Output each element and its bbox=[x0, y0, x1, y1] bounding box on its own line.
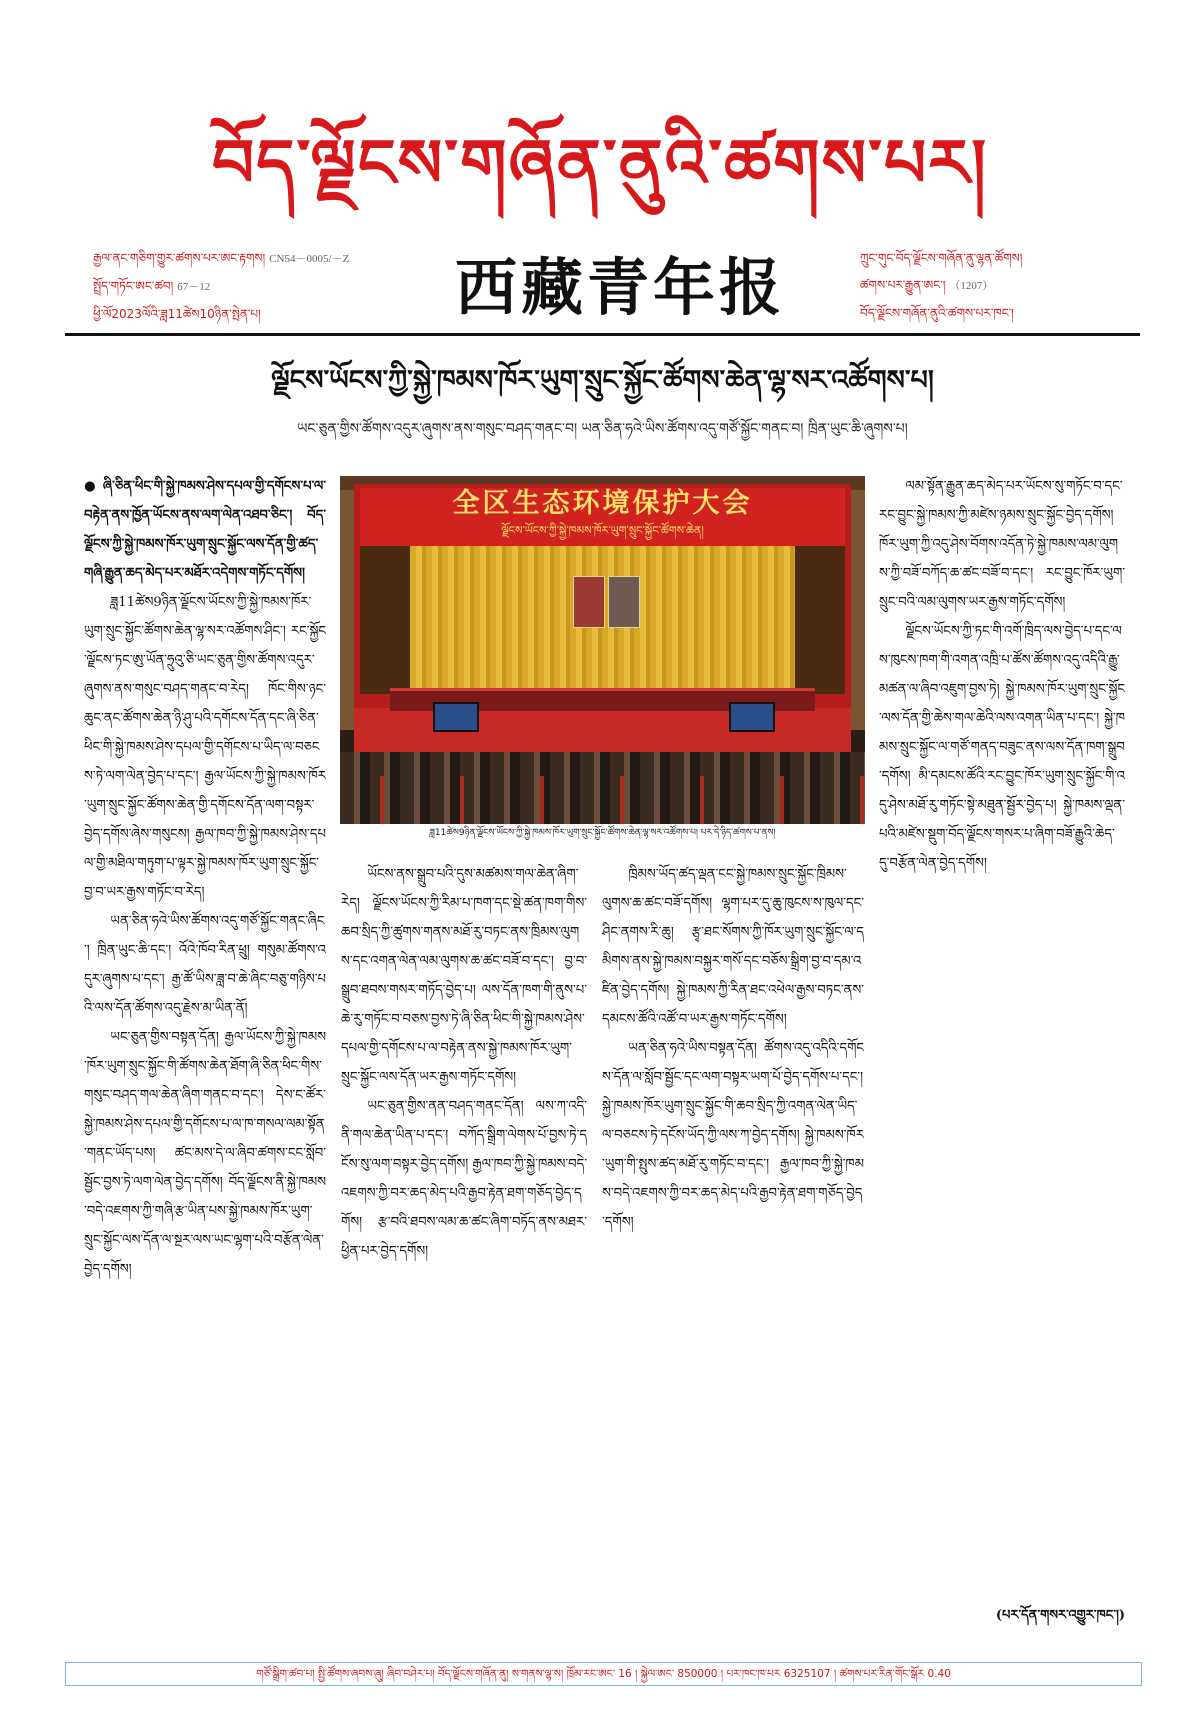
article-column-2 bbox=[341, 860, 587, 1624]
article-paragraph: ཡོངས་ནས་སྒྲུབ་པའི་དུས་མཚམས་གལ་ཆེན་ཞིག་རེད། ལྗོངས་ཡོངས་ཀྱི་རིམ་པ་ཁག་དང་སྡེ་ཚན་ཁག་གིས་ཆབ་སྲིད་ཀྱི་ཚུགས་གནས་མཐོ་རུ་བཏང་ནས་ཁྲིམས་ལུགས་དང་འགན་ལེན་ལམ་ལུགས་ཆ་ཚང་བཟོ་བ་དང་། བྱ་བ་སྒྲུབ་ཐབས་གསར་གཏོད་བྱེད་པ། ལས་དོན་ཁག་གི་ནུས་པ་ཆེ་རུ་གཏོང་བ་བཅས་བྱས་ཏེ་ཞི་ཅིན་ཕིང་གི་སྐྱེ་ཁམས་ཤེས་དཔལ་གྱི་དགོངས་པ་ལ་བརྟེན་ནས་སྐྱེ་ཁམས་ཁོར་ཡུག་སྲུང་སྐྱོང་ལས་དོན་ཡར་རྒྱས་གཏོང་དགོས། bbox=[341, 867, 587, 1085]
masthead bbox=[0, 0, 1202, 335]
chinese-masthead-title: 西藏青年报 bbox=[454, 251, 785, 324]
portrait-image bbox=[573, 576, 605, 628]
article-paragraph: ལྗོངས་ཡོངས་ཀྱི་ཏང་གི་འགོ་ཁྲིད་ལས་བྱེད་པ་དང་ལས་ཁུངས་ཁག་གི་འགན་འཁྲི་པ་ཚོས་ཚོགས་འདུ་འདིའི་རྒྱུ་མཚན་ལ་ཞིབ་འཇུག་བྱས་ཏེ། སྐྱེ་ཁམས་ཁོར་ཡུག་སྲུང་སྐྱོང་ལས་དོན་གྱི་ཆེས་གལ་ཆེའི་ལས་འགན་ཡིན་པ་དང་། སྐྱེ་ཁམས་སྲུང་སྐྱོང་ལ་གཙོ་གནད་བཟུང་ནས་ལས་དོན་ཁག་སྒྲུབ་དགོས། མི་དམངས་ཚོའི་རང་བྱུང་ཁོར་ཡུག་སྲུང་སྐྱོང་གི་འདུ་ཤེས་མཐོ་རུ་གཏོང་སྟེ་མཐུན་སྦྱོར་བྱེད་པ། སྐྱེ་ཁམས་ལྡན་པའི་མཛེས་སྡུག་བོད་ལྗོངས་གསར་པ་ཞིག་བཟོ་རྒྱུའི་ཆེད་དུ་བརྩོན་ལེན་བྱེད་དགོས། bbox=[879, 624, 1125, 871]
issue-number: ཚགས་པར་རྒྱུན་ཨང་། （1207） bbox=[860, 278, 994, 292]
banner-chinese-text: 全区生态环境保护大会 bbox=[452, 488, 753, 519]
article-column-3 bbox=[602, 860, 864, 1624]
display-screen bbox=[433, 702, 479, 732]
article-paragraph: ཡང་ཅུན་གྱིས་བསྟན་དོན། རྒྱལ་ཡོངས་ཀྱི་སྐྱེ་ཁམས་ཁོར་ཡུག་སྲུང་སྐྱོང་གི་ཚོགས་ཆེན་ཐོག་ཞི་ཅིན་ཕིང་གིས་གསུང་བཤད་གལ་ཆེན་ཞིག་གནང་བ་དང་། དེས་ང་ཚོར་སྐྱེ་ཁམས་ཤེས་དཔལ་གྱི་དགོངས་པ་ལ་ཁ་གསལ་ལམ་སྟོན་གནང་ཡོད་པས། ཚང་མས་དེ་ལ་ཞིབ་ཚགས་ངང་སློབ་སྦྱོང་བྱས་ཏེ་ལག་ལེན་བྱེད་དགོས། བོད་ལྗོངས་ནི་སྐྱེ་ཁམས་བདེ་འཇགས་ཀྱི་གཞི་རྩ་ཡིན་པས་སྐྱེ་ཁམས་ཁོར་ཡུག་སྲུང་སྐྱོང་ལས་དོན་ལ་སྔར་ལས་ཡང་ལྷག་པའི་བརྩོན་ལེན་བྱེད་དགོས། bbox=[84, 1030, 326, 1277]
conference-photo bbox=[340, 476, 865, 842]
stage-banner bbox=[360, 488, 845, 546]
article-paragraph: ལམ་སྟོན་རྒྱུན་ཆད་མེད་པར་ཡོངས་སུ་གཏོང་བ་དང་རང་བྱུང་སྐྱེ་ཁམས་ཀྱི་མཛེས་ཉམས་སྲུང་སྐྱོང་བྱེད་དགོས། ཁོར་ཡུག་ཀྱི་འདུ་ཤེས་བོགས་འདོན་ཏེ་སྐྱེ་ཁམས་ལམ་ལུགས་ཀྱི་བཟོ་བཀོད་ཆ་ཚང་བཟོ་བ་དང་། རང་བྱུང་ཁོར་ཡུག་སྲུང་བའི་ལམ་ལུགས་ཡར་རྒྱས་གཏོང་དགོས། bbox=[879, 479, 1125, 610]
publication-registration: རྒྱལ་ནང་གཅིག་གྱུར་ཚགས་པར་ཨང་རྟགས། CN54－0005/－Z bbox=[93, 251, 350, 265]
portrait-image bbox=[608, 576, 640, 628]
banner-tibetan-text: ལྗོངས་ཡོངས་ཀྱི་སྐྱེ་ཁམས་ཁོར་ཡུག་སྲུང་སྐྱོང་ཚོགས་ཆེན། bbox=[501, 524, 704, 537]
tibetan-masthead-title: བོད་ལྗོངས་གཞོན་ནུའི་ཚགས་པར། bbox=[211, 124, 989, 202]
article-paragraph: ཁྲིམས་ཡོད་ཚད་ལྡན་ངང་སྐྱེ་ཁམས་སྲུང་སྐྱོང་ཁྲིམས་ལུགས་ཆ་ཚང་བཟོ་དགོས། ལྷག་པར་དུ་ཆུ་ཁུངས་ས་ཁུལ་དང་ཤིང་ནགས་རི་ཆུ། རྩྭ་ཐང་སོགས་ཀྱི་ཁོར་ཡུག་སྲུང་སྐྱོང་ལ་དམིགས་ནས་སྐྱེ་ཁམས་བསྐྱར་གསོ་དང་བཅོས་སྒྲིག་བྱ་བ་དམ་འཛིན་བྱེད་དགོས། སྐྱེ་ཁམས་ཀྱི་རིན་ཐང་འཕེལ་རྒྱས་བཏང་ནས་དམངས་ཚོའི་འཚོ་བ་ཡར་རྒྱས་གཏོང་དགོས། bbox=[602, 867, 864, 1027]
distribution-code: སྤྲོད་གཏོང་ཨང་ཚབ། 67－12 bbox=[93, 279, 211, 293]
footer-publication-info: གཙོ་སྒྲིག་ཚབ་པ། སྤྱི་ཚོགས་ཞབས་ཞུ། ཞིབ་བཤེར་པ། བོད་ལྗོངས་གཞོན་ནུ། ས་གནས་ལྷ་ས། ཁྲོམ་རང་ཨང་ 16 ། སྐྱེལ་ཨང་ 850000 ། པར་ཁང་ཁ་པར 6325107 ། ཚགས་པར་རིན་གོང་སྒོར 0.40 bbox=[65, 1662, 1142, 1686]
article-paragraph: ཡང་ཅུན་གྱིས་ནན་བཤད་གནང་དོན། ལས་ཀ་འདི་ནི་གལ་ཆེན་ཡིན་པ་དང་། བཀོད་སྒྲིག་ལེགས་པོ་བྱས་ཏེ་དངོས་སུ་ལག་བསྟར་བྱེད་དགོས། རྒྱལ་ཁབ་ཀྱི་སྐྱེ་ཁམས་བདེ་འཇགས་ཀྱི་བར་ཆད་མེད་པའི་རྒྱབ་རྟེན་ཐག་གཅོད་བྱེད་དགོས། རྩ་བའི་ཐབས་ལམ་ཆ་ཚང་ཞིག་བཏོད་ནས་མཐར་ཕྱིན་པར་བྱེད་དགོས། bbox=[341, 1099, 587, 1259]
masthead-divider bbox=[65, 333, 1140, 336]
newspaper-office: བོད་ལྗོངས་གཞོན་ནུའི་ཚགས་པར་ཁང་། bbox=[860, 306, 1014, 320]
display-screen bbox=[729, 702, 775, 732]
article-headline: ལྗོངས་ཡོངས་ཀྱི་སྐྱེ་ཁམས་ཁོར་ཡུག་སྲུང་སྐྱོང་ཚོགས་ཆེན་ལྷ་སར་འཚོགས་པ། bbox=[271, 365, 934, 396]
article-paragraph: ཡན་ཅིན་ཧའེ་ཡིས་བསྟན་དོན། ཚོགས་འདུ་འདིའི་དགོངས་དོན་ལ་སློབ་སྦྱོང་དང་ལག་བསྟར་ཡག་པོ་བྱེད་དགོས་པ་དང་། སྐྱེ་ཁམས་ཁོར་ཡུག་སྲུང་སྐྱོང་གི་ཆབ་སྲིད་ཀྱི་འགན་ལེན་ཡིད་ལ་བཅངས་ཏེ་དངོས་ཡོད་ཀྱི་ལས་ཀ་བྱེད་དགོས། སྐྱེ་ཁམས་ཁོར་ཡུག་གི་སྤུས་ཚད་མཐོ་རུ་གཏོང་བ་དང་། རྒྱལ་ཁབ་ཀྱི་སྐྱེ་ཁམས་བདེ་འཇགས་ཀྱི་བར་ཆད་མེད་པའི་རྒྱབ་རྟེན་ཐག་གཅོད་བྱེད་དགོས། bbox=[602, 1041, 864, 1230]
article-paragraph: ཡན་ཅིན་ཧའེ་ཡིས་ཚོགས་འདུ་གཙོ་སྐྱོང་གནང་ཞིང་། ཁྲིན་ཡུང་ཆི་དང་། འོའེ་ཁོབ་རིན་ཕྲུ། གསུམ་ཚོགས་འདུར་ཞུགས་པ་དང་། རྒྱ་ཚོ་ཡིས་ཟླ་བ་ཆེ་ཞིང་བཅུ་གཉིས་པའི་ལས་དོན་ཚོགས་འདུ་རྗེས་མ་ཡིན་ནོ། bbox=[84, 914, 326, 1016]
article-column-1 bbox=[84, 472, 326, 1624]
article-byline: (པར་དོན་གསར་འགྱུར་ཁང་།) bbox=[995, 1608, 1125, 1623]
photo-caption: ཟླ11ཚེས9ཉིན་ལྗོངས་ཡོངས་ཀྱི་སྐྱེ་ཁམས་ཁོར་ཡུག་སྲུང་སྐྱོང་ཚོགས་ཆེན་ལྷ་སར་འཚོགས་པ། པར་དེ་ཉིད་ཚགས་པ་ནས། bbox=[340, 824, 865, 842]
publisher-org: ཀྲུང་གུང་བོད་ལྗོངས་གཞོན་ནུ་ལྷན་ཚོགས། bbox=[860, 251, 1023, 265]
article-column-4 bbox=[879, 472, 1125, 1602]
masthead-right-info bbox=[860, 245, 1120, 327]
issue-date: ཕྱི་ལོ2023ལོའི་ཟླ11ཚེས10ཉིན་སྤེན་པ། bbox=[93, 307, 261, 321]
article-lead: ● ཞི་ཅིན་ཕིང་གི་སྐྱེ་ཁམས་ཤེས་དཔལ་གྱི་དགོངས་པ་ལ་བརྟེན་ནས་ཁྱོན་ཡོངས་ནས་ལག་ལེན་འཐབ་ཅིང་། བོད་ལྗོངས་ཀྱི་སྐྱེ་ཁམས་ཁོར་ཡུག་སྲུང་སྐྱོང་ལས་དོན་གྱི་ཚད་གཞི་རྒྱུན་ཆད་མེད་པར་མཐོར་འདེགས་གཏོང་དགོས། bbox=[84, 479, 326, 581]
article-paragraph: ཟླ11ཚེས9ཉིན་ལྗོངས་ཡོངས་ཀྱི་སྐྱེ་ཁམས་ཁོར་ཡུག་སྲུང་སྐྱོང་ཚོགས་ཆེན་ལྷ་སར་འཚོགས་ཤིང་། རང་སྐྱོང་ལྗོངས་ཏང་ཨུ་ཡོན་ཧྲུའུ་ཅི་ཡང་ཅུན་གྱིས་ཚོགས་འདུར་ཞུགས་ནས་གསུང་བཤད་གནང་བ་རེད། ཁོང་གིས་ཉང་ཆུང་ནང་ཚོགས་ཆེན་ཉི་ཤུ་པའི་དགོངས་དོན་དང་ཞི་ཅིན་ཕིང་གི་སྐྱེ་ཁམས་ཤེས་དཔལ་གྱི་དགོངས་པ་ཡིད་ལ་བཅངས་ཏེ་ལག་ལེན་བྱེད་པ་དང་། རྒྱལ་ཡོངས་ཀྱི་སྐྱེ་ཁམས་ཁོར་ཡུག་སྲུང་སྐྱོང་ཚོགས་ཆེན་གྱི་དགོངས་དོན་ལག་བསྟར་བྱེད་དགོས་ཞེས་གསུངས། རྒྱལ་ཁབ་ཀྱི་སྐྱེ་ཁམས་ཤེས་དཔལ་གྱི་མཐིལ་གཏུག་པ་ལྟར་སྐྱེ་ཁམས་ཁོར་ཡུག་སྲུང་སྐྱོང་བྱ་བ་ཡར་རྒྱས་གཏོང་བ་རེད། bbox=[84, 595, 326, 900]
article-subheadline: ཡང་ཅུན་གྱིས་ཚོགས་འདུར་ཞུགས་ནས་གསུང་བཤད་གནང་བ། ཡན་ཅིན་ཧའེ་ཡིས་ཚོགས་འདུ་གཙོ་སྐྱོང་གནང་བ། ཁྲིན་ཡུང་ཆི་ཞུགས་པ། bbox=[297, 421, 908, 437]
masthead-left-info bbox=[93, 245, 433, 328]
